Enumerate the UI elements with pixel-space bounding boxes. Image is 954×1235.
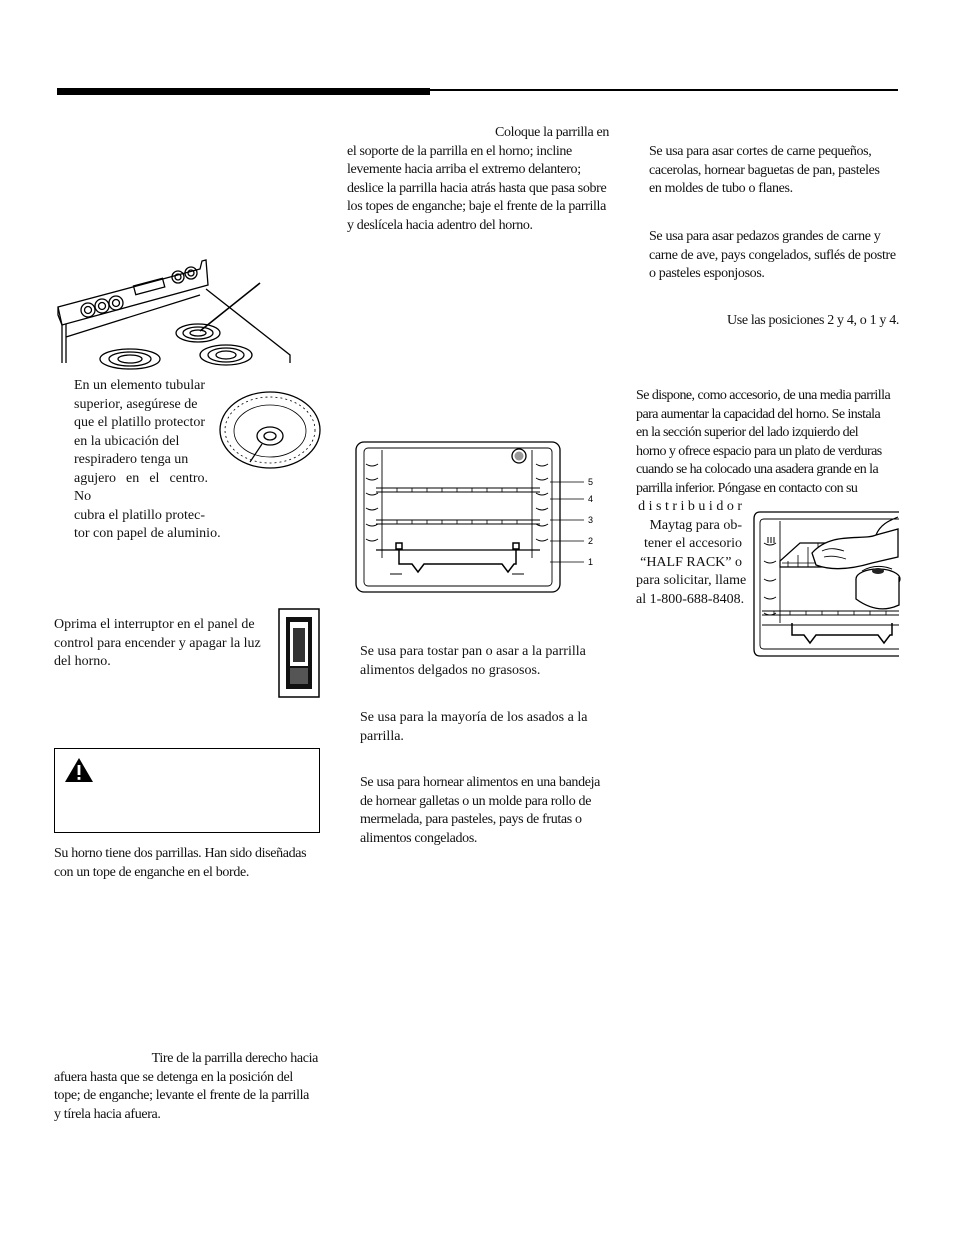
half-rack-contact-line: al 1-800-688-8408. <box>636 591 745 607</box>
multiple-rack-line: Use las posiciones 2 y 4, o 1 y 4. <box>726 313 899 328</box>
position-5-line: Se usa para tostar pan o asar a la parrilla <box>360 644 586 659</box>
half-rack-line: parrilla inferior. Póngase en contacto con su <box>636 480 858 496</box>
rack-position-label: 4 <box>588 494 594 504</box>
position-1-paragraph <box>649 228 899 284</box>
vent-line: cubra el platillo protec- <box>74 507 205 523</box>
half-rack-line: en la sección superior del lado izquierdo del <box>636 425 859 440</box>
replace-rack-line: el soporte de la parrilla en el horno; incline <box>347 143 572 159</box>
rack-position-label: 3 <box>588 515 594 525</box>
position-5-paragraph <box>360 643 608 680</box>
oven-light-line: Oprima el interruptor en el panel de <box>54 617 255 632</box>
half-rack-line: horno y ofrece espacio para un plato de verduras <box>636 443 882 459</box>
multiple-rack-paragraph <box>649 312 899 331</box>
rack-position-label: 2 <box>588 536 594 546</box>
half-rack-line: para aumentar la capacidad del horno. Se instala <box>636 406 881 422</box>
vent-line: tor con papel de aluminio. <box>74 526 221 541</box>
position-1-line: carne de ave, pays congelados, suflés de postre <box>649 247 896 263</box>
position-3-line: de hornear galletas o un molde para rollo de <box>360 793 592 809</box>
position-5-line: alimentos delgados no grasosos. <box>360 662 541 678</box>
half-rack-line: cuando se ha colocado una asadera grande en la <box>636 462 879 477</box>
half-rack-paragraph <box>636 387 898 498</box>
half-rack-illustration <box>752 511 899 657</box>
warning-box <box>54 748 320 833</box>
vent-line: que el platillo protector <box>74 415 206 430</box>
replace-rack-paragraph <box>347 124 609 235</box>
half-rack-line: Se dispone, como accesorio, de una media parrilla <box>636 388 891 403</box>
rack-position-label: 1 <box>588 557 594 567</box>
half-rack-contact-line: d i s t r i b u i d o r <box>638 499 742 514</box>
replace-rack-line: Coloque la parrilla en <box>495 125 609 140</box>
half-rack-contact-line: Maytag para ob- <box>649 517 742 533</box>
half-rack-contact-line: tener el accesorio <box>644 536 742 551</box>
position-2-line: Se usa para asar cortes de carne pequeños, <box>649 144 872 159</box>
half-rack-contact-paragraph <box>636 498 747 609</box>
position-4-line: Se usa para la mayoría de los asados a la <box>360 710 588 725</box>
remove-rack-line: afuera hasta que se detenga en la posición del <box>54 1069 293 1085</box>
cooktop-illustration <box>50 255 300 367</box>
header-rule-thick <box>57 88 430 95</box>
position-3-line: alimentos congelados. <box>360 830 478 846</box>
half-rack-contact-line: para solicitar, llame <box>636 573 747 588</box>
drip-bowl-illustration <box>218 388 324 468</box>
vent-line: respiradero tenga un <box>74 452 189 467</box>
two-racks-paragraph <box>54 845 320 882</box>
replace-rack-line: y deslícela hacia adentro del horno. <box>347 217 533 233</box>
warning-triangle-icon <box>64 757 94 783</box>
replace-rack-line: levemente hacia arriba el extremo delantero; <box>347 162 581 177</box>
rack-position-label: 5 <box>588 477 594 487</box>
oven-light-paragraph <box>54 616 261 672</box>
vent-line: superior, asegúrese de <box>74 396 198 412</box>
remove-rack-line: y tírela hacia afuera. <box>54 1106 161 1122</box>
position-1-line: Se usa para asar pedazos grandes de carne y <box>649 229 881 244</box>
remove-rack-line: tope; de enganche; levante el frente de la parrilla <box>54 1088 310 1103</box>
position-4-paragraph <box>360 709 608 746</box>
position-4-line: parrilla. <box>360 728 404 744</box>
replace-rack-line: deslice la parrilla hacia atrás hasta que pasa sobre <box>347 180 607 196</box>
oven-rack-positions-illustration <box>352 440 602 594</box>
vent-line: En un elemento tubular <box>74 378 206 393</box>
vent-line: agujero en el centro. No <box>74 470 208 504</box>
vent-paragraph <box>74 377 221 544</box>
position-3-line: mermelada, para pasteles, pays de frutas o <box>360 812 582 827</box>
two-racks-line: Su horno tiene dos parrillas. Han sido diseñadas <box>54 846 307 861</box>
position-2-paragraph <box>649 143 899 199</box>
replace-rack-line: los topes de enganche; baje el frente de la parrilla <box>347 199 606 214</box>
position-1-line: o pasteles esponjosos. <box>649 266 765 281</box>
oven-light-line: del horno. <box>54 654 111 669</box>
position-2-line: en moldes de tubo o flanes. <box>649 181 793 196</box>
position-3-line: Se usa para hornear alimentos en una bandeja <box>360 775 600 790</box>
light-switch-illustration <box>278 608 320 698</box>
half-rack-contact-line: “HALF RACK” o <box>640 554 742 570</box>
position-3-paragraph <box>360 774 608 848</box>
remove-rack-paragraph <box>54 1050 318 1124</box>
two-racks-line: con un tope de enganche en el borde. <box>54 864 249 880</box>
position-2-line: cacerolas, hornear baguetas de pan, pasteles <box>649 162 880 178</box>
oven-light-line: control para encender y apagar la luz <box>54 635 261 651</box>
remove-rack-line: Tire de la parrilla derecho hacia <box>151 1051 318 1066</box>
vent-line: en la ubicación del <box>74 433 180 449</box>
